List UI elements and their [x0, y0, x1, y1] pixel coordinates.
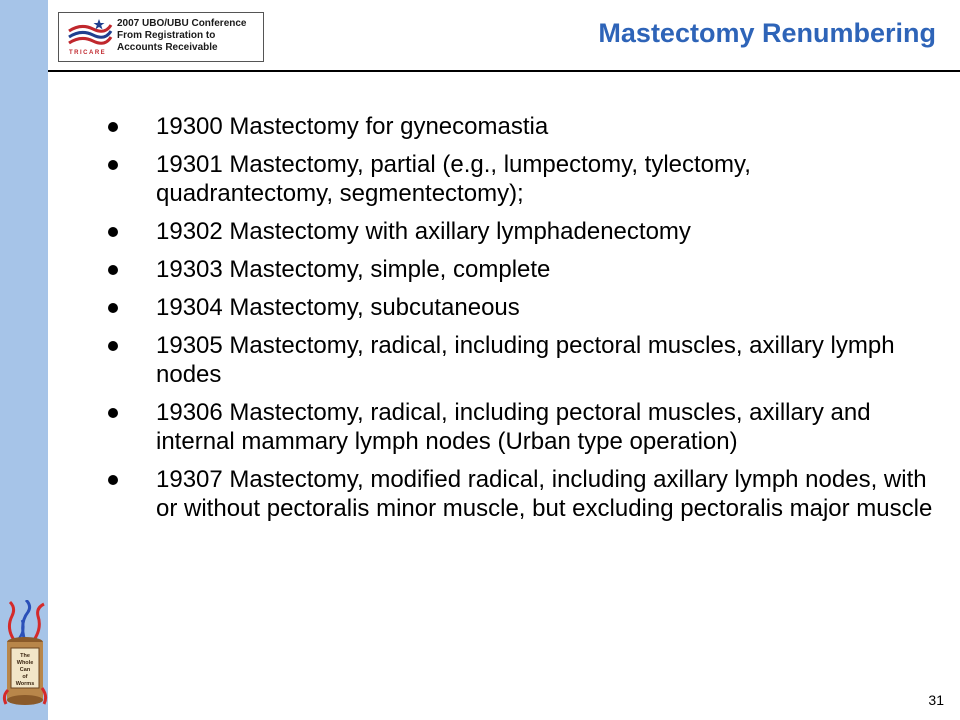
bullet-text: 19305 Mastectomy, radical, including pectoral muscles, axillary lymph nodes	[156, 332, 895, 388]
bullet-text: 19304 Mastectomy, subcutaneous	[156, 294, 520, 321]
bullet-text: 19301 Mastectomy, partial (e.g., lumpectomy, tylectomy, quadrantectomy, segmentectomy);	[156, 151, 751, 207]
mascot-label: The	[20, 653, 30, 659]
bullet-icon	[108, 303, 118, 313]
bullet-icon	[108, 265, 118, 275]
bullet-text: 19307 Mastectomy, modified radical, including axillary lymph nodes, with or without pectoralis minor muscle, but excluding pectoralis major muscle	[156, 466, 933, 522]
worms-can-mascot-icon	[2, 600, 48, 710]
bullet-text: 19306 Mastectomy, radical, including pectoral muscles, axillary and internal mammary lymph nodes (Urban type operation)	[156, 399, 871, 455]
list-item	[104, 465, 934, 523]
bullet-icon	[108, 122, 118, 132]
bullet-icon	[108, 341, 118, 351]
list-item	[104, 112, 934, 141]
logo-line: Accounts Receivable	[117, 42, 218, 53]
list-item	[104, 255, 934, 284]
flag-logo-icon	[65, 17, 115, 57]
list-item	[104, 331, 934, 389]
mascot-label: of	[22, 674, 28, 680]
logo-line: From Registration to	[117, 30, 216, 41]
bullet-text: 19302 Mastectomy with axillary lymphadenectomy	[156, 218, 691, 245]
list-item	[104, 293, 934, 322]
slide-title: Mastectomy Renumbering	[598, 18, 936, 48]
bullet-icon	[108, 227, 118, 237]
bullet-list	[104, 112, 934, 532]
bullet-text: 19300 Mastectomy for gynecomastia	[156, 113, 549, 140]
page-number: 31	[928, 692, 944, 708]
mascot-label: Can	[19, 667, 31, 673]
list-item	[104, 150, 934, 208]
conference-logo	[58, 12, 264, 62]
bullet-icon	[108, 408, 118, 418]
mascot-label: Worms	[15, 681, 35, 687]
mascot-label: Whole	[16, 660, 34, 666]
header-divider	[48, 70, 960, 72]
list-item	[104, 398, 934, 456]
logo-text	[117, 18, 262, 54]
svg-text:TRICARE: TRICARE	[69, 50, 107, 56]
logo-line: 2007 UBO/UBU Conference	[117, 18, 247, 29]
bullet-text: 19303 Mastectomy, simple, complete	[156, 256, 551, 283]
bullet-icon	[108, 160, 118, 170]
bullet-icon	[108, 475, 118, 485]
list-item	[104, 217, 934, 246]
